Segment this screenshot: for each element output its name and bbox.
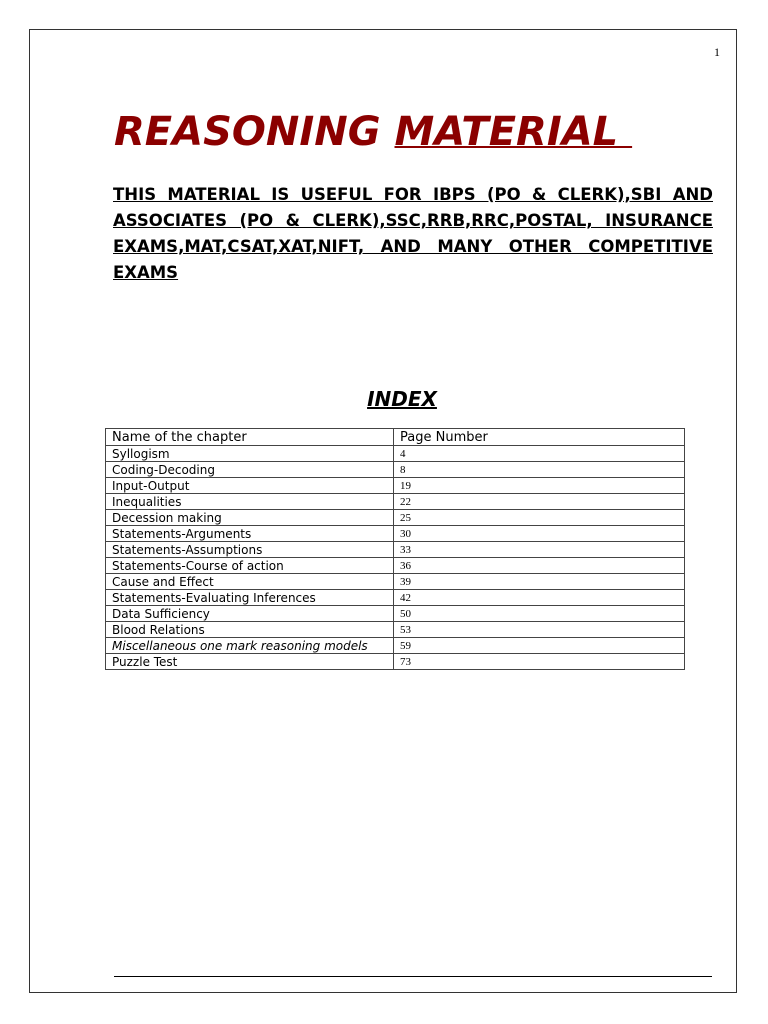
table-row [106,510,685,526]
index-header-row [106,429,685,446]
page-number-cell: 42 [394,590,685,606]
chapter-name-cell: Cause and Effect [106,574,394,590]
title-word-reasoning: REASONING [114,109,395,155]
page-number-cell: 8 [394,462,685,478]
page-number-cell: 53 [394,622,685,638]
table-row [106,558,685,574]
table-row [106,446,685,462]
page-number-cell: 4 [394,446,685,462]
page-number-cell: 39 [394,574,685,590]
document-title [114,104,632,160]
table-row [106,526,685,542]
table-row [106,654,685,670]
table-row [106,478,685,494]
table-row [106,542,685,558]
table-row [106,590,685,606]
index-table-body [106,446,685,670]
table-row [106,462,685,478]
page-number-cell: 19 [394,478,685,494]
chapter-name-cell: Input-Output [106,478,394,494]
document-subtitle: THIS MATERIAL IS USEFUL FOR IBPS (PO & CLERK),SBI AND ASSOCIATES (PO & CLERK),SSC,RRB,RRC,POSTAL, INSURANCE EXAMS,MAT,CSAT,XAT,NIFT, AND MANY OTHER COMPETITIVE EXAMS [113,185,713,282]
page-number-cell: 36 [394,558,685,574]
chapter-name-cell: Statements-Arguments [106,526,394,542]
chapter-name-cell: Statements-Course of action [106,558,394,574]
page-number-cell: 73 [394,654,685,670]
page-number-cell: 33 [394,542,685,558]
column-header-page-number: Page Number [394,429,685,446]
footer-rule [114,976,712,977]
chapter-name-cell: Decession making [106,510,394,526]
page-number-cell: 50 [394,606,685,622]
table-row [106,494,685,510]
index-table [105,428,685,670]
table-row [106,622,685,638]
chapter-name-cell: Coding-Decoding [106,462,394,478]
table-row [106,606,685,622]
title-word-material: MATERIAL [394,109,633,155]
chapter-name-cell: Puzzle Test [106,654,394,670]
index-heading: INDEX [367,387,437,411]
column-header-chapter: Name of the chapter [106,429,394,446]
page-number-cell: 30 [394,526,685,542]
chapter-name-cell: Inequalities [106,494,394,510]
chapter-name-cell: Statements-Evaluating Inferences [106,590,394,606]
page-number: 1 [714,45,720,59]
page-number-cell: 22 [394,494,685,510]
table-row [106,574,685,590]
page-number-cell: 25 [394,510,685,526]
chapter-name-cell: Data Sufficiency [106,606,394,622]
chapter-name-cell: Blood Relations [106,622,394,638]
page-number-cell: 59 [394,638,685,654]
table-row [106,638,685,654]
chapter-name-cell: Statements-Assumptions [106,542,394,558]
chapter-name-cell: Syllogism [106,446,394,462]
chapter-name-cell: Miscellaneous one mark reasoning models [106,638,394,654]
